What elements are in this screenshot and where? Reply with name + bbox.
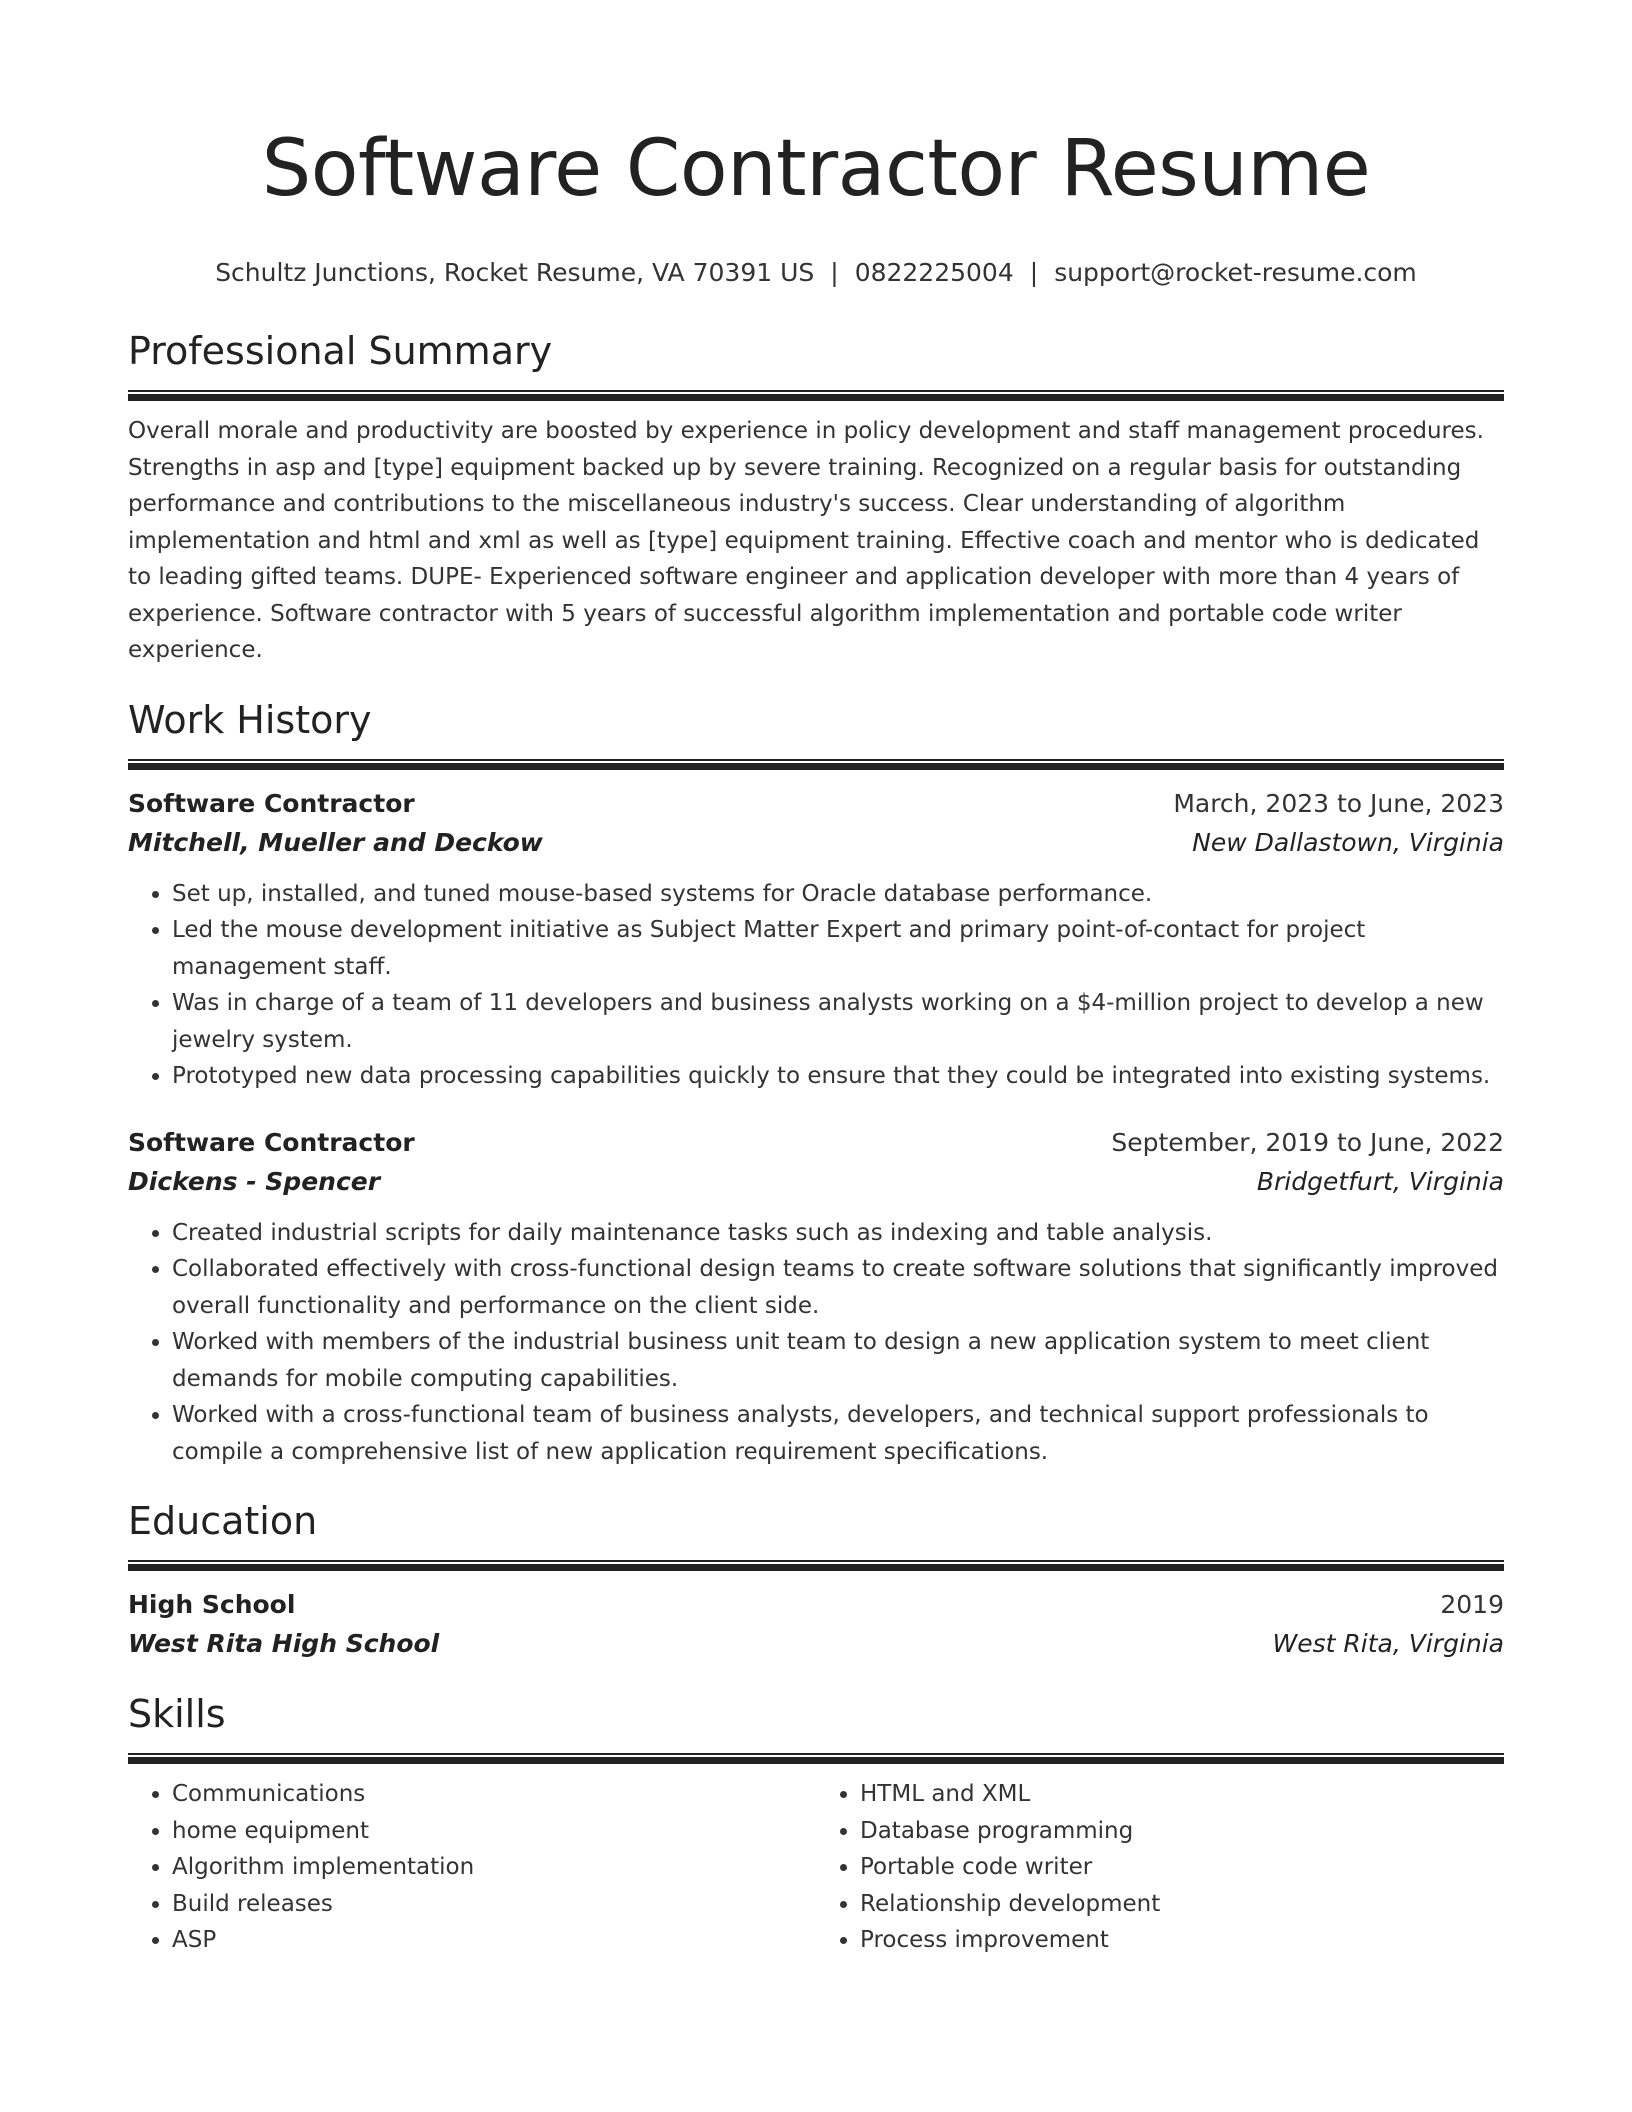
contact-separator: | <box>830 258 839 287</box>
section-heading-skills: Skills <box>128 1692 226 1736</box>
job-dates: September, 2019 to June, 2022 <box>1111 1127 1504 1157</box>
resume-title: Software Contractor Resume <box>261 124 1371 214</box>
job-location: New Dallastown, Virginia <box>1192 827 1504 857</box>
contact-address: Schultz Junctions, Rocket Resume, VA 70391 US <box>215 258 815 287</box>
job-dates: March, 2023 to June, 2023 <box>1173 788 1504 818</box>
skills-columns <box>128 1776 1504 1959</box>
job-title: Software Contractor <box>128 788 415 818</box>
education-school: West Rita High School <box>128 1629 440 1658</box>
skill-item: • Build releases <box>172 1886 816 1923</box>
education-header <box>128 1585 1504 1625</box>
job-bullets <box>128 876 1504 1095</box>
job-bullet: • Worked with a cross-functional team of business analysts, developers, and technical support professionals to compile a comprehensive list of new application requirement specifications. <box>172 1397 1504 1470</box>
skill-item: • Relationship development <box>860 1886 1504 1923</box>
section-rule <box>128 1560 1504 1571</box>
job-bullet: • Was in charge of a team of 11 developers and business analysts working on a $4-million project to develop a new jewelry system. <box>172 985 1504 1058</box>
job-location: Bridgetfurt, Virginia <box>1256 1166 1504 1196</box>
job-header <box>128 1123 1504 1163</box>
skill-item: • home equipment <box>172 1813 816 1850</box>
job-subheader <box>128 824 1504 862</box>
job-bullet: • Worked with members of the industrial business unit team to design a new application system to meet client demands for mobile computing capabilities. <box>172 1324 1504 1397</box>
section-heading-work: Work History <box>128 697 372 742</box>
job-bullet: • Led the mouse development initiative as Subject Matter Expert and primary point-of-contact for project management staff. <box>172 912 1504 985</box>
skills-list-right <box>816 1776 1504 1959</box>
education-location: West Rita, Virginia <box>1272 1629 1504 1658</box>
job-employer: Dickens - Spencer <box>128 1166 381 1196</box>
job-header <box>128 784 1504 824</box>
section-heading-summary: Professional Summary <box>128 329 553 373</box>
section-rule <box>128 759 1504 770</box>
summary-section <box>128 326 1504 669</box>
skill-item: • Communications <box>172 1776 816 1813</box>
job-employer: Mitchell, Mueller and Deckow <box>128 827 543 857</box>
job-bullet: • Created industrial scripts for daily maintenance tasks such as indexing and table analysis. <box>172 1215 1504 1252</box>
education-degree: High School <box>128 1590 296 1619</box>
skills-section <box>128 1689 1504 1959</box>
job-subheader <box>128 1163 1504 1201</box>
education-entry <box>128 1585 1504 1663</box>
job-bullet: • Collaborated effectively with cross-functional design teams to create software solutions that significantly improved overall functionality and performance on the client side. <box>172 1251 1504 1324</box>
skills-list-left <box>128 1776 816 1959</box>
job-entry <box>128 1123 1504 1471</box>
section-heading-education: Education <box>128 1499 318 1543</box>
section-rule <box>128 1753 1504 1764</box>
education-section <box>128 1496 1504 1663</box>
contact-separator: | <box>1029 258 1039 287</box>
job-bullets <box>128 1215 1504 1471</box>
education-subheader <box>128 1625 1504 1663</box>
skill-item: • ASP <box>172 1922 816 1959</box>
work-section <box>128 695 1504 1471</box>
skill-item: • Process improvement <box>860 1922 1504 1959</box>
section-rule <box>128 390 1504 401</box>
skill-item: • Database programming <box>860 1813 1504 1850</box>
education-year: 2019 <box>1440 1590 1504 1619</box>
contact-email: support@rocket-resume.com <box>1054 258 1417 287</box>
job-entry <box>128 784 1504 1095</box>
skill-item: • Algorithm implementation <box>172 1849 816 1886</box>
job-bullet: • Set up, installed, and tuned mouse-based systems for Oracle database performance. <box>172 876 1504 913</box>
skill-item: • Portable code writer <box>860 1849 1504 1886</box>
contact-line <box>128 256 1504 290</box>
skill-item: • HTML and XML <box>860 1776 1504 1813</box>
job-title: Software Contractor <box>128 1127 415 1157</box>
summary-text: Overall morale and productivity are boosted by experience in policy development and staff management procedures. Strengths in asp and [type] equipment backed up by severe training. Recognized on a regular basis for outstanding performance and contributions to the miscellaneous industry's success. Clear understanding of algorithm implementation and html and xml as well as [type] equipment training. Effective coach and mentor who is dedicated to leading gifted teams. DUPE- Experienced software engineer and application developer with more than 4 years of experience. Software contractor with 5 years of successful algorithm implementation and portable code writer experience. <box>128 418 1484 663</box>
job-bullet: • Prototyped new data processing capabilities quickly to ensure that they could be integrated into existing systems. <box>172 1058 1504 1095</box>
contact-phone: 0822225004 <box>854 258 1014 287</box>
